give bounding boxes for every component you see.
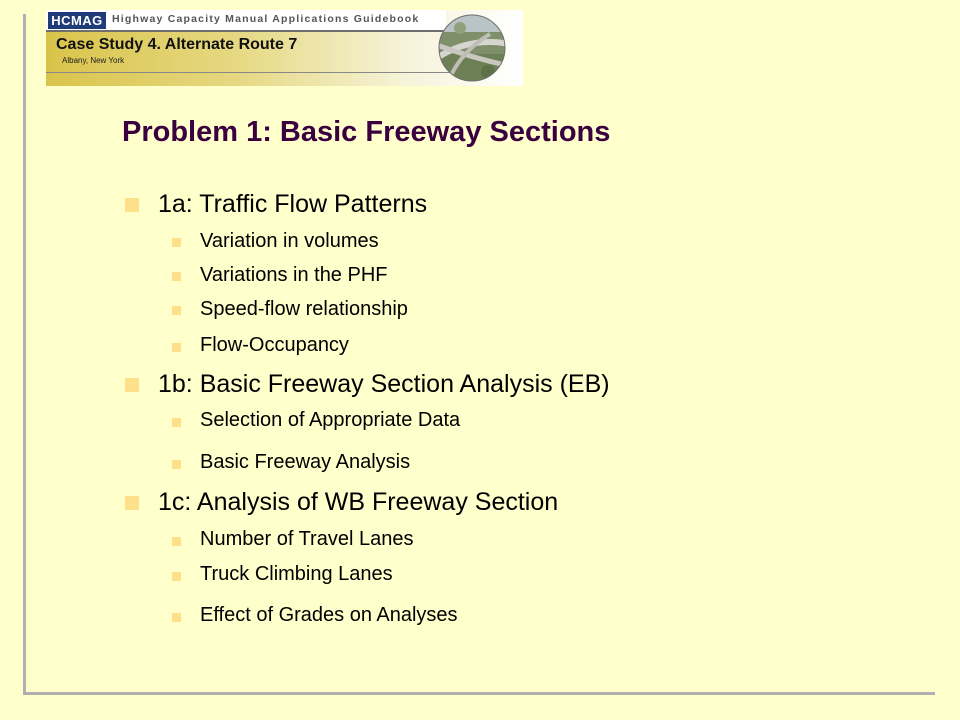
case-study-title: Case Study 4. Alternate Route 7 — [56, 36, 298, 53]
list-item: Speed-flow relationship — [200, 298, 408, 320]
bullet-square — [172, 306, 181, 315]
list-item: Flow-Occupancy — [200, 334, 349, 356]
list-item: Variations in the PHF — [200, 264, 388, 286]
banner-divider — [46, 30, 446, 32]
bullet-square — [172, 343, 181, 352]
bullet-square — [125, 378, 139, 392]
bullet-square — [172, 418, 181, 427]
hcmag-logo: HCMAG — [48, 12, 106, 29]
list-item: Truck Climbing Lanes — [200, 563, 393, 585]
section-heading-1c: 1c: Analysis of WB Freeway Section — [158, 488, 559, 516]
bullet-square — [172, 272, 181, 281]
guidebook-title: Highway Capacity Manual Applications Guidebook — [112, 13, 420, 25]
slide-frame-left — [23, 14, 26, 695]
case-study-location: Albany, New York — [62, 56, 125, 65]
section-heading-1a: 1a: Traffic Flow Patterns — [158, 190, 428, 218]
slide-title: Problem 1: Basic Freeway Sections — [122, 116, 611, 148]
list-item: Effect of Grades on Analyses — [200, 604, 458, 626]
header-banner — [46, 10, 523, 86]
list-item: Selection of Appropriate Data — [200, 409, 461, 431]
bullet-square — [172, 572, 181, 581]
list-item: Basic Freeway Analysis — [200, 451, 411, 473]
bullet-square — [125, 496, 139, 510]
section-heading-1b: 1b: Basic Freeway Section Analysis (EB) — [158, 370, 610, 398]
bullet-square — [125, 198, 139, 212]
slide-frame-bottom — [23, 692, 935, 695]
list-item: Number of Travel Lanes — [200, 528, 414, 550]
bullet-square — [172, 460, 181, 469]
list-item: Variation in volumes — [200, 230, 379, 252]
bullet-square — [172, 613, 181, 622]
banner-bottom-divider — [46, 72, 466, 73]
bullet-square — [172, 537, 181, 546]
freeway-interchange-photo-icon — [438, 14, 506, 82]
bullet-square — [172, 238, 181, 247]
